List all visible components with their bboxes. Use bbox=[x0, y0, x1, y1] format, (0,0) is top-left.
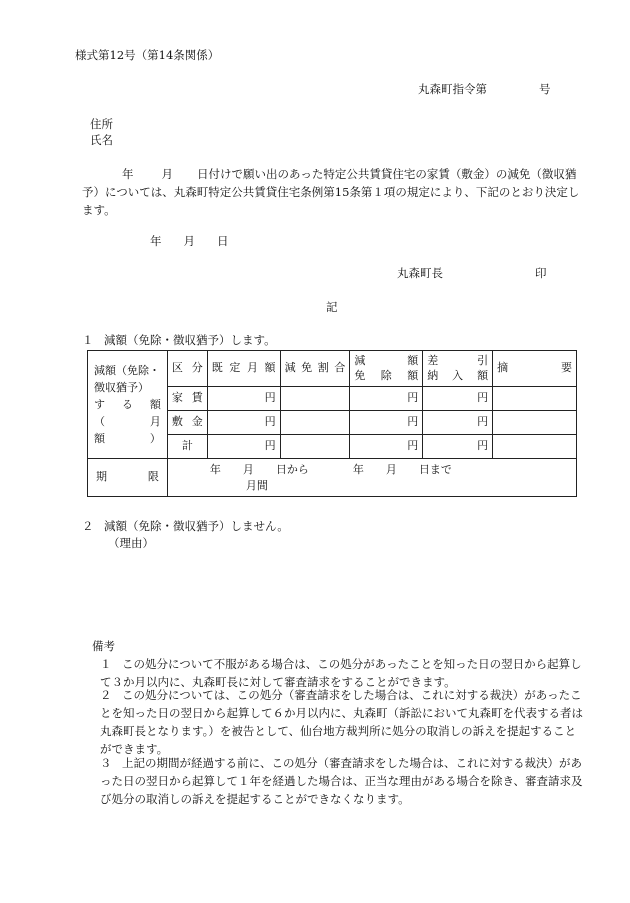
intro-paragraph bbox=[82, 165, 587, 219]
col-header-sahiki-line2: 納 入 額 bbox=[427, 368, 489, 382]
note-text: この処分については、この処分（審査請求をした場合は、これに対する裁決）があったことを知った日の翌日から起算して６か月以内に、丸森町（訴訟において丸森町を代表する者は丸森町長となります。）を被告として、仙台地方裁判所に処分の取消しの訴えを提起することができます。 bbox=[100, 688, 583, 757]
note-number: ２ bbox=[100, 688, 112, 702]
note-text: この処分について不服がある場合は、この処分があったことを知った日の翌日から起算して３か月以内に、丸森町長に対して審査請求をすることができます。 bbox=[100, 657, 582, 690]
item-2-number: ２ bbox=[82, 519, 94, 533]
period-line2: 月間 bbox=[245, 478, 268, 492]
intro-body: 日付けで願い出のあった特定公共賃貸住宅の家賃（敷金）の減免（徴収猶予）については、丸森町特定公共賃貸住宅条例第15条第１項の規定により、下記のとおり決定します。 bbox=[82, 167, 580, 218]
row-label: 家賃 bbox=[167, 387, 207, 411]
period-label: 期 限 bbox=[88, 459, 168, 497]
reason-label: （理由） bbox=[108, 536, 154, 550]
reduction-table bbox=[87, 350, 577, 497]
col-header-sahiki bbox=[423, 351, 493, 387]
document-number bbox=[418, 82, 551, 98]
issue-year: 年 bbox=[150, 234, 162, 248]
genmen-cell bbox=[280, 387, 350, 411]
tekiyo-cell bbox=[493, 435, 577, 459]
form-number: 様式第12号（第14条関係） bbox=[75, 48, 220, 62]
note-item bbox=[100, 754, 585, 808]
col-header-kubun: 区分 bbox=[167, 351, 207, 387]
period-line1: 年 月 日から 年 月 日まで bbox=[209, 463, 452, 477]
amount-header-line: す る 額 bbox=[94, 397, 161, 411]
amount-header-line: 徴収猶予） bbox=[94, 380, 149, 394]
doc-number-suffix: 号 bbox=[539, 82, 551, 96]
issue-month: 月 bbox=[183, 234, 195, 248]
col-header-genmen: 減免割合 bbox=[280, 351, 350, 387]
kitei-cell: 円 bbox=[207, 411, 280, 435]
item-2 bbox=[82, 519, 289, 535]
seal-mark: 印 bbox=[535, 266, 547, 280]
sahiki-cell: 円 bbox=[423, 387, 493, 411]
sahiki-cell: 円 bbox=[423, 411, 493, 435]
doc-number-prefix: 丸森町指令第 bbox=[418, 82, 487, 96]
amount-header-cell bbox=[88, 351, 172, 459]
col-header-kitei: 既定月額 bbox=[207, 351, 280, 387]
row-label: 計 bbox=[167, 435, 207, 459]
note-number: ３ bbox=[100, 756, 112, 770]
col-header-sahiki-line1: 差 引 bbox=[427, 353, 489, 367]
note-text: 上記の期間が経過する前に、この処分（審査請求をした場合は、これに対する裁決）があった日の翌日から起算して１年を経過した場合は、正当な理由がある場合を除き、審査請求及び処分の取消しの訴えを提起することができなくなります。 bbox=[100, 756, 583, 807]
col-header-gengaku bbox=[350, 351, 423, 387]
issue-date bbox=[150, 234, 229, 250]
name-label: 氏名 bbox=[90, 133, 113, 147]
intro-year: 年 bbox=[122, 167, 134, 181]
item-1-number: １ bbox=[82, 333, 94, 347]
tekiyo-cell bbox=[493, 411, 577, 435]
kitei-cell: 円 bbox=[207, 387, 280, 411]
item-1-text: 減額（免除・徴収猶予）します。 bbox=[104, 333, 276, 347]
sahiki-cell: 円 bbox=[423, 435, 493, 459]
gengaku-cell: 円 bbox=[350, 411, 423, 435]
notes-title: 備考 bbox=[92, 639, 115, 653]
signature-line bbox=[397, 266, 547, 282]
ki-heading: 記 bbox=[326, 300, 338, 314]
genmen-cell bbox=[280, 411, 350, 435]
gengaku-cell: 円 bbox=[350, 387, 423, 411]
gengaku-cell: 円 bbox=[350, 435, 423, 459]
period-cell bbox=[167, 459, 576, 497]
genmen-cell bbox=[280, 435, 350, 459]
item-2-text: 減額（免除・徴収猶予）しません。 bbox=[104, 519, 289, 533]
address-label: 住所 bbox=[90, 117, 113, 131]
row-label: 敷金 bbox=[167, 411, 207, 435]
kitei-cell: 円 bbox=[207, 435, 280, 459]
mayor-title: 丸森町長 bbox=[397, 266, 443, 280]
amount-header-line: （ 月 額 ） bbox=[94, 415, 172, 446]
item-1 bbox=[82, 333, 276, 349]
note-number: １ bbox=[100, 657, 112, 671]
period-row bbox=[88, 459, 577, 497]
col-header-tekiyo: 摘 要 bbox=[493, 351, 577, 387]
col-header-gengaku-line1: 減 額 bbox=[354, 353, 419, 367]
note-item bbox=[100, 686, 585, 759]
issue-day: 日 bbox=[217, 234, 229, 248]
intro-month: 月 bbox=[161, 167, 173, 181]
tekiyo-cell bbox=[493, 387, 577, 411]
col-header-gengaku-line2: 免 除 額 bbox=[354, 368, 419, 382]
amount-header-line: 減額（免除・ bbox=[94, 363, 160, 377]
